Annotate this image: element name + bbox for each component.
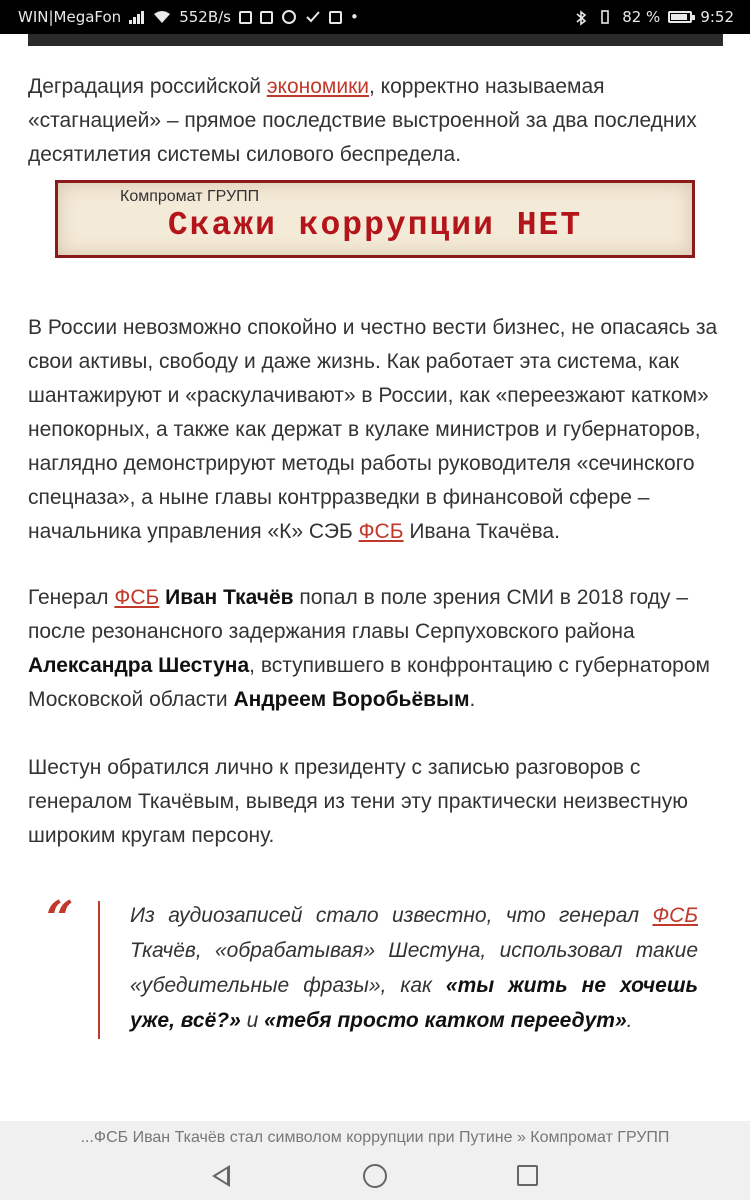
fsb-link[interactable]: ФСБ <box>358 520 404 543</box>
quote-text: Из аудиозаписей стало известно, что генерал ФСБ Ткачёв, «обрабатывая» Шестуна, использовал такие «убедительные фразы», как «ты жить не хочешь уже, всё?» и «тебя просто катком переедут». <box>130 904 698 1032</box>
blockquote <box>28 891 723 1040</box>
fsb-link[interactable]: ФСБ <box>652 904 698 927</box>
quote-bar <box>98 901 100 1039</box>
bluetooth-icon <box>574 10 590 24</box>
carrier-label: WIN|MegaFon <box>18 8 122 26</box>
status-bar <box>0 0 750 34</box>
viber-icon <box>281 10 297 24</box>
paragraph-2: В России невозможно спокойно и честно вести бизнес, не опасаясь за свои активы, свободу и даже жизнь. Как работает эта система, как шантажируют и «раскулачивают» в России, как «переезжают катком» непокорных, а также как держат в кулаке министров и губернаторов, наглядно демонстрируют методы работы руководителя «сечинского спецназа», а ныне главы контрразведки в финансовой сфере – начальника управления «К» СЭБ ФСБ Ивана Ткачёва. <box>28 316 718 543</box>
economics-link[interactable]: экономики <box>266 75 369 98</box>
banner-slogan: Скажи коррупции НЕТ <box>167 207 583 244</box>
paragraph-3: Генерал ФСБ Иван Ткачёв попал в поле зрения СМИ в 2018 году – после резонансного задержания главы Серпуховского района Александра Шестуна, вступившего в конфронтацию с губернатором Московской области Андреем Воробьёвым. <box>28 586 710 711</box>
check-icon <box>305 10 321 24</box>
article-body-4 <box>28 751 723 853</box>
battery-percent: 82 % <box>622 8 661 26</box>
paragraph-1: Деградация российской экономики, корректно называемая «стагнацией» – прямое последствие выстроенной за два последних десятилетия системы силового беспредела. <box>28 75 697 166</box>
wifi-icon <box>153 10 171 24</box>
media-icon <box>239 11 252 24</box>
back-icon[interactable] <box>212 1165 230 1187</box>
page-title-bar: ...ФСБ Иван Ткачёв стал символом коррупции при Путине » Компромат ГРУПП <box>0 1121 750 1155</box>
quote-phrase: «тебя просто катком переедут» <box>264 1009 627 1032</box>
quote-icon: “ <box>46 891 74 947</box>
article-image-bottom <box>28 34 723 46</box>
person-name: Иван Ткачёв <box>165 586 294 609</box>
gallery-icon <box>329 11 342 24</box>
person-name: Андреем Воробьёвым <box>233 688 470 711</box>
article-body-3 <box>28 581 723 717</box>
article-body <box>28 70 723 172</box>
anticorruption-banner[interactable] <box>55 180 695 258</box>
network-speed: 552B/s <box>179 8 231 26</box>
recent-apps-icon[interactable] <box>517 1165 538 1186</box>
signal-icon <box>129 10 145 24</box>
article-body-2 <box>28 311 723 549</box>
system-nav-bar <box>0 1155 750 1200</box>
paragraph-4: Шестун обратился лично к президенту с записью разговоров с генералом Ткачёвым, выведя из тени эту практически неизвестную широким кругам персону. <box>28 756 688 847</box>
vibrate-icon <box>598 10 614 24</box>
fsb-link[interactable]: ФСБ <box>114 586 160 609</box>
person-name: Александра Шестуна <box>28 654 250 677</box>
banner-brand: Компромат ГРУПП <box>120 188 260 205</box>
battery-icon <box>668 11 692 23</box>
more-notifications-icon: • <box>350 8 359 26</box>
calendar-icon <box>260 11 273 24</box>
home-icon[interactable] <box>363 1164 387 1188</box>
quote-phrase: «ты жить не хочешь уже, всё?» <box>130 974 698 1032</box>
clock: 9:52 <box>700 8 734 26</box>
